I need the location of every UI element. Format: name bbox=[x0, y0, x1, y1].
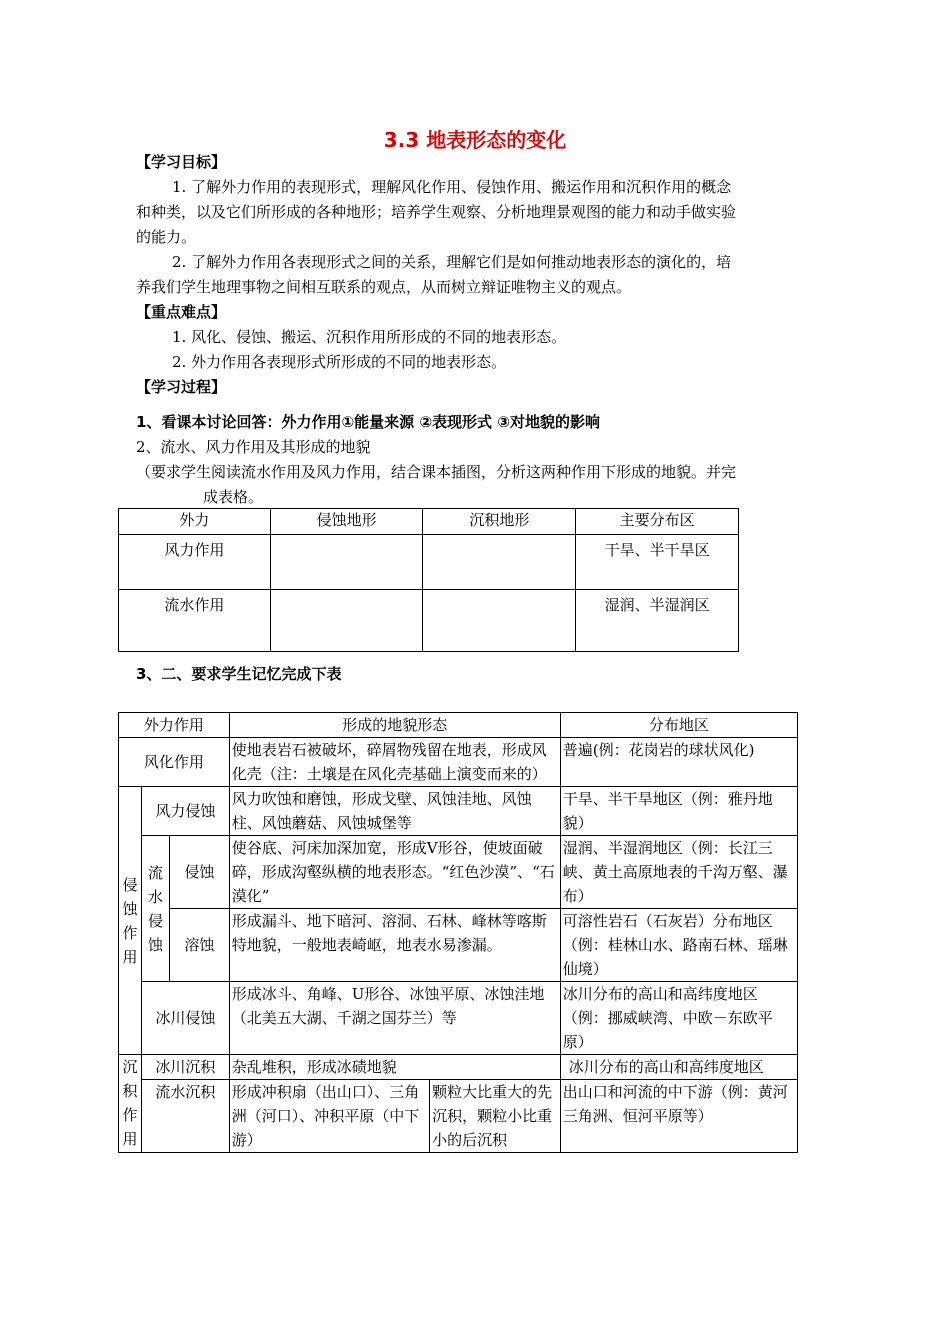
dissolution-label: 溶蚀 bbox=[169, 909, 229, 982]
table-external-forces bbox=[118, 712, 798, 1153]
water-erosion-form: 使谷底、河床加深加宽，形成V形谷，使坡面破碎，形成沟壑纵横的地表形态。“红色沙漠”、“石漠化” bbox=[229, 836, 560, 909]
table2-row-weathering bbox=[119, 738, 798, 787]
question-1: 1、看课本讨论回答：外力作用①能量来源 ②表现形式 ③对地貌的影响 bbox=[136, 413, 600, 431]
page-title: 3.3 地表形态的变化 bbox=[383, 128, 567, 152]
table2-header-landform: 形成的地貌形态 bbox=[229, 713, 560, 738]
table1-cell-force: 流水作用 bbox=[119, 590, 271, 652]
key-point-2: 2. 外力作用各表现形式所形成的不同的地表形态。 bbox=[172, 353, 507, 371]
wind-erosion-form: 风力吹蚀和磨蚀，形成戈壁、风蚀洼地、风蚀柱、风蚀蘑菇、风蚀城堡等 bbox=[229, 787, 560, 836]
weathering-form: 使地表岩石被破坏，碎屑物残留在地表，形成风化壳（注：土壤是在风化壳基础上演变而来的） bbox=[229, 738, 560, 787]
water-erosion-area: 湿润、半湿润地区（例：长江三峡、黄土高原地表的千沟万壑、瀑布） bbox=[560, 836, 797, 909]
table2-header-force: 外力作用 bbox=[119, 713, 230, 738]
table1-header-row bbox=[119, 509, 739, 535]
table1-cell-deposition[interactable] bbox=[423, 590, 576, 652]
table1-header-erosion: 侵蚀地形 bbox=[270, 509, 423, 535]
table1-cell-area: 湿润、半湿润区 bbox=[576, 590, 739, 652]
table2-header-area: 分布地区 bbox=[560, 713, 797, 738]
table2-row-dissolution bbox=[119, 909, 798, 982]
key-points-heading: 【重点难点】 bbox=[136, 303, 227, 321]
table-wind-water bbox=[118, 508, 739, 652]
dissolution-form: 形成漏斗、地下暗河、溶洞、石林、峰林等喀斯特地貌，一般地表崎岖，地表水易渗漏。 bbox=[229, 909, 560, 982]
glacial-deposition-area: 冰川分布的高山和高纬度地区 bbox=[560, 1055, 797, 1080]
question-2-note-line-2: 成表格。 bbox=[203, 488, 264, 506]
glacial-erosion-label: 冰川侵蚀 bbox=[141, 982, 229, 1055]
dissolution-area: 可溶性岩石（石灰岩）分布地区（例：桂林山水、路南石林、瑶琳仙境） bbox=[560, 909, 797, 982]
objective-1-line-3: 的能力。 bbox=[136, 228, 197, 246]
fluvial-deposition-label: 流水沉积 bbox=[141, 1080, 229, 1153]
table2-row-glacial-deposition bbox=[119, 1055, 798, 1080]
table2-header-row bbox=[119, 713, 798, 738]
table1-header-deposition: 沉积地形 bbox=[423, 509, 576, 535]
objective-1-line-2: 和种类，以及它们所形成的各种地形；培养学生观察、分析地理景观图的能力和动手做实验 bbox=[136, 203, 737, 221]
table1-cell-erosion[interactable] bbox=[270, 535, 423, 590]
table2-row-fluvial-deposition bbox=[119, 1080, 798, 1153]
table2-row-glacial-erosion bbox=[119, 982, 798, 1055]
glacial-erosion-form: 形成冰斗、角峰、U形谷、冰蚀平原、冰蚀洼地（北美五大湖、千湖之国芬兰）等 bbox=[229, 982, 560, 1055]
table2-row-water-erosion bbox=[119, 836, 798, 909]
key-point-1: 1. 风化、侵蚀、搬运、沉积作用所形成的不同的地表形态。 bbox=[172, 328, 567, 346]
table2-row-wind-erosion bbox=[119, 787, 798, 836]
deposition-group-label: 沉积作用 bbox=[119, 1055, 142, 1153]
table1-cell-area: 干旱、半干旱区 bbox=[576, 535, 739, 590]
objectives-heading: 【学习目标】 bbox=[136, 153, 227, 171]
fluvial-deposition-form: 形成冲积扇（出山口）、三角洲（河口）、冲积平原（中下游） bbox=[229, 1080, 429, 1153]
fluvial-deposition-area: 出山口和河流的中下游（例：黄河三角洲、恒河平原等） bbox=[560, 1080, 797, 1153]
weathering-area: 普遍(例：花岗岩的球状风化) bbox=[560, 738, 797, 787]
question-2: 2、流水、风力作用及其形成的地貌 bbox=[136, 438, 371, 456]
wind-erosion-area: 干旱、半干旱地区（例：雅丹地貌） bbox=[560, 787, 797, 836]
table1-row-water bbox=[119, 590, 739, 652]
erosion-group-label: 侵蚀作用 bbox=[119, 787, 142, 1055]
glacial-deposition-label: 冰川沉积 bbox=[141, 1055, 229, 1080]
objective-2-line-2: 养我们学生地理事物之间相互联系的观点，从而树立辩证唯物主义的观点。 bbox=[136, 278, 632, 296]
fluvial-deposition-note: 颗粒大比重大的先沉积，颗粒小比重小的后沉积 bbox=[430, 1080, 561, 1153]
objective-1-line-1: 1. 了解外力作用的表现形式，理解风化作用、侵蚀作用、搬运作用和沉积作用的概念 bbox=[172, 178, 732, 196]
glacial-deposition-form: 杂乱堆积，形成冰碛地貌 bbox=[229, 1055, 560, 1080]
process-heading: 【学习过程】 bbox=[136, 378, 227, 396]
water-erosion-label: 侵蚀 bbox=[169, 836, 229, 909]
table1-header-force: 外力 bbox=[119, 509, 271, 535]
table1-cell-erosion[interactable] bbox=[270, 590, 423, 652]
table1-cell-deposition[interactable] bbox=[423, 535, 576, 590]
question-3: 3、二、要求学生记忆完成下表 bbox=[136, 665, 342, 683]
table1-header-area: 主要分布区 bbox=[576, 509, 739, 535]
table1-row-wind bbox=[119, 535, 739, 590]
water-erosion-group-label: 流水侵蚀 bbox=[141, 836, 169, 982]
wind-erosion-label: 风力侵蚀 bbox=[141, 787, 229, 836]
question-2-note-line-1: （要求学生阅读流水作用及风力作用，结合课本插图，分析这两种作用下形成的地貌。并完 bbox=[136, 463, 737, 481]
table1-cell-force: 风力作用 bbox=[119, 535, 271, 590]
weathering-label: 风化作用 bbox=[119, 738, 230, 787]
glacial-erosion-area: 冰川分布的高山和高纬度地区（例：挪威峡湾、中欧－东欧平原） bbox=[560, 982, 797, 1055]
objective-2-line-1: 2. 了解外力作用各表现形式之间的关系，理解它们是如何推动地表形态的演化的，培 bbox=[172, 253, 732, 271]
